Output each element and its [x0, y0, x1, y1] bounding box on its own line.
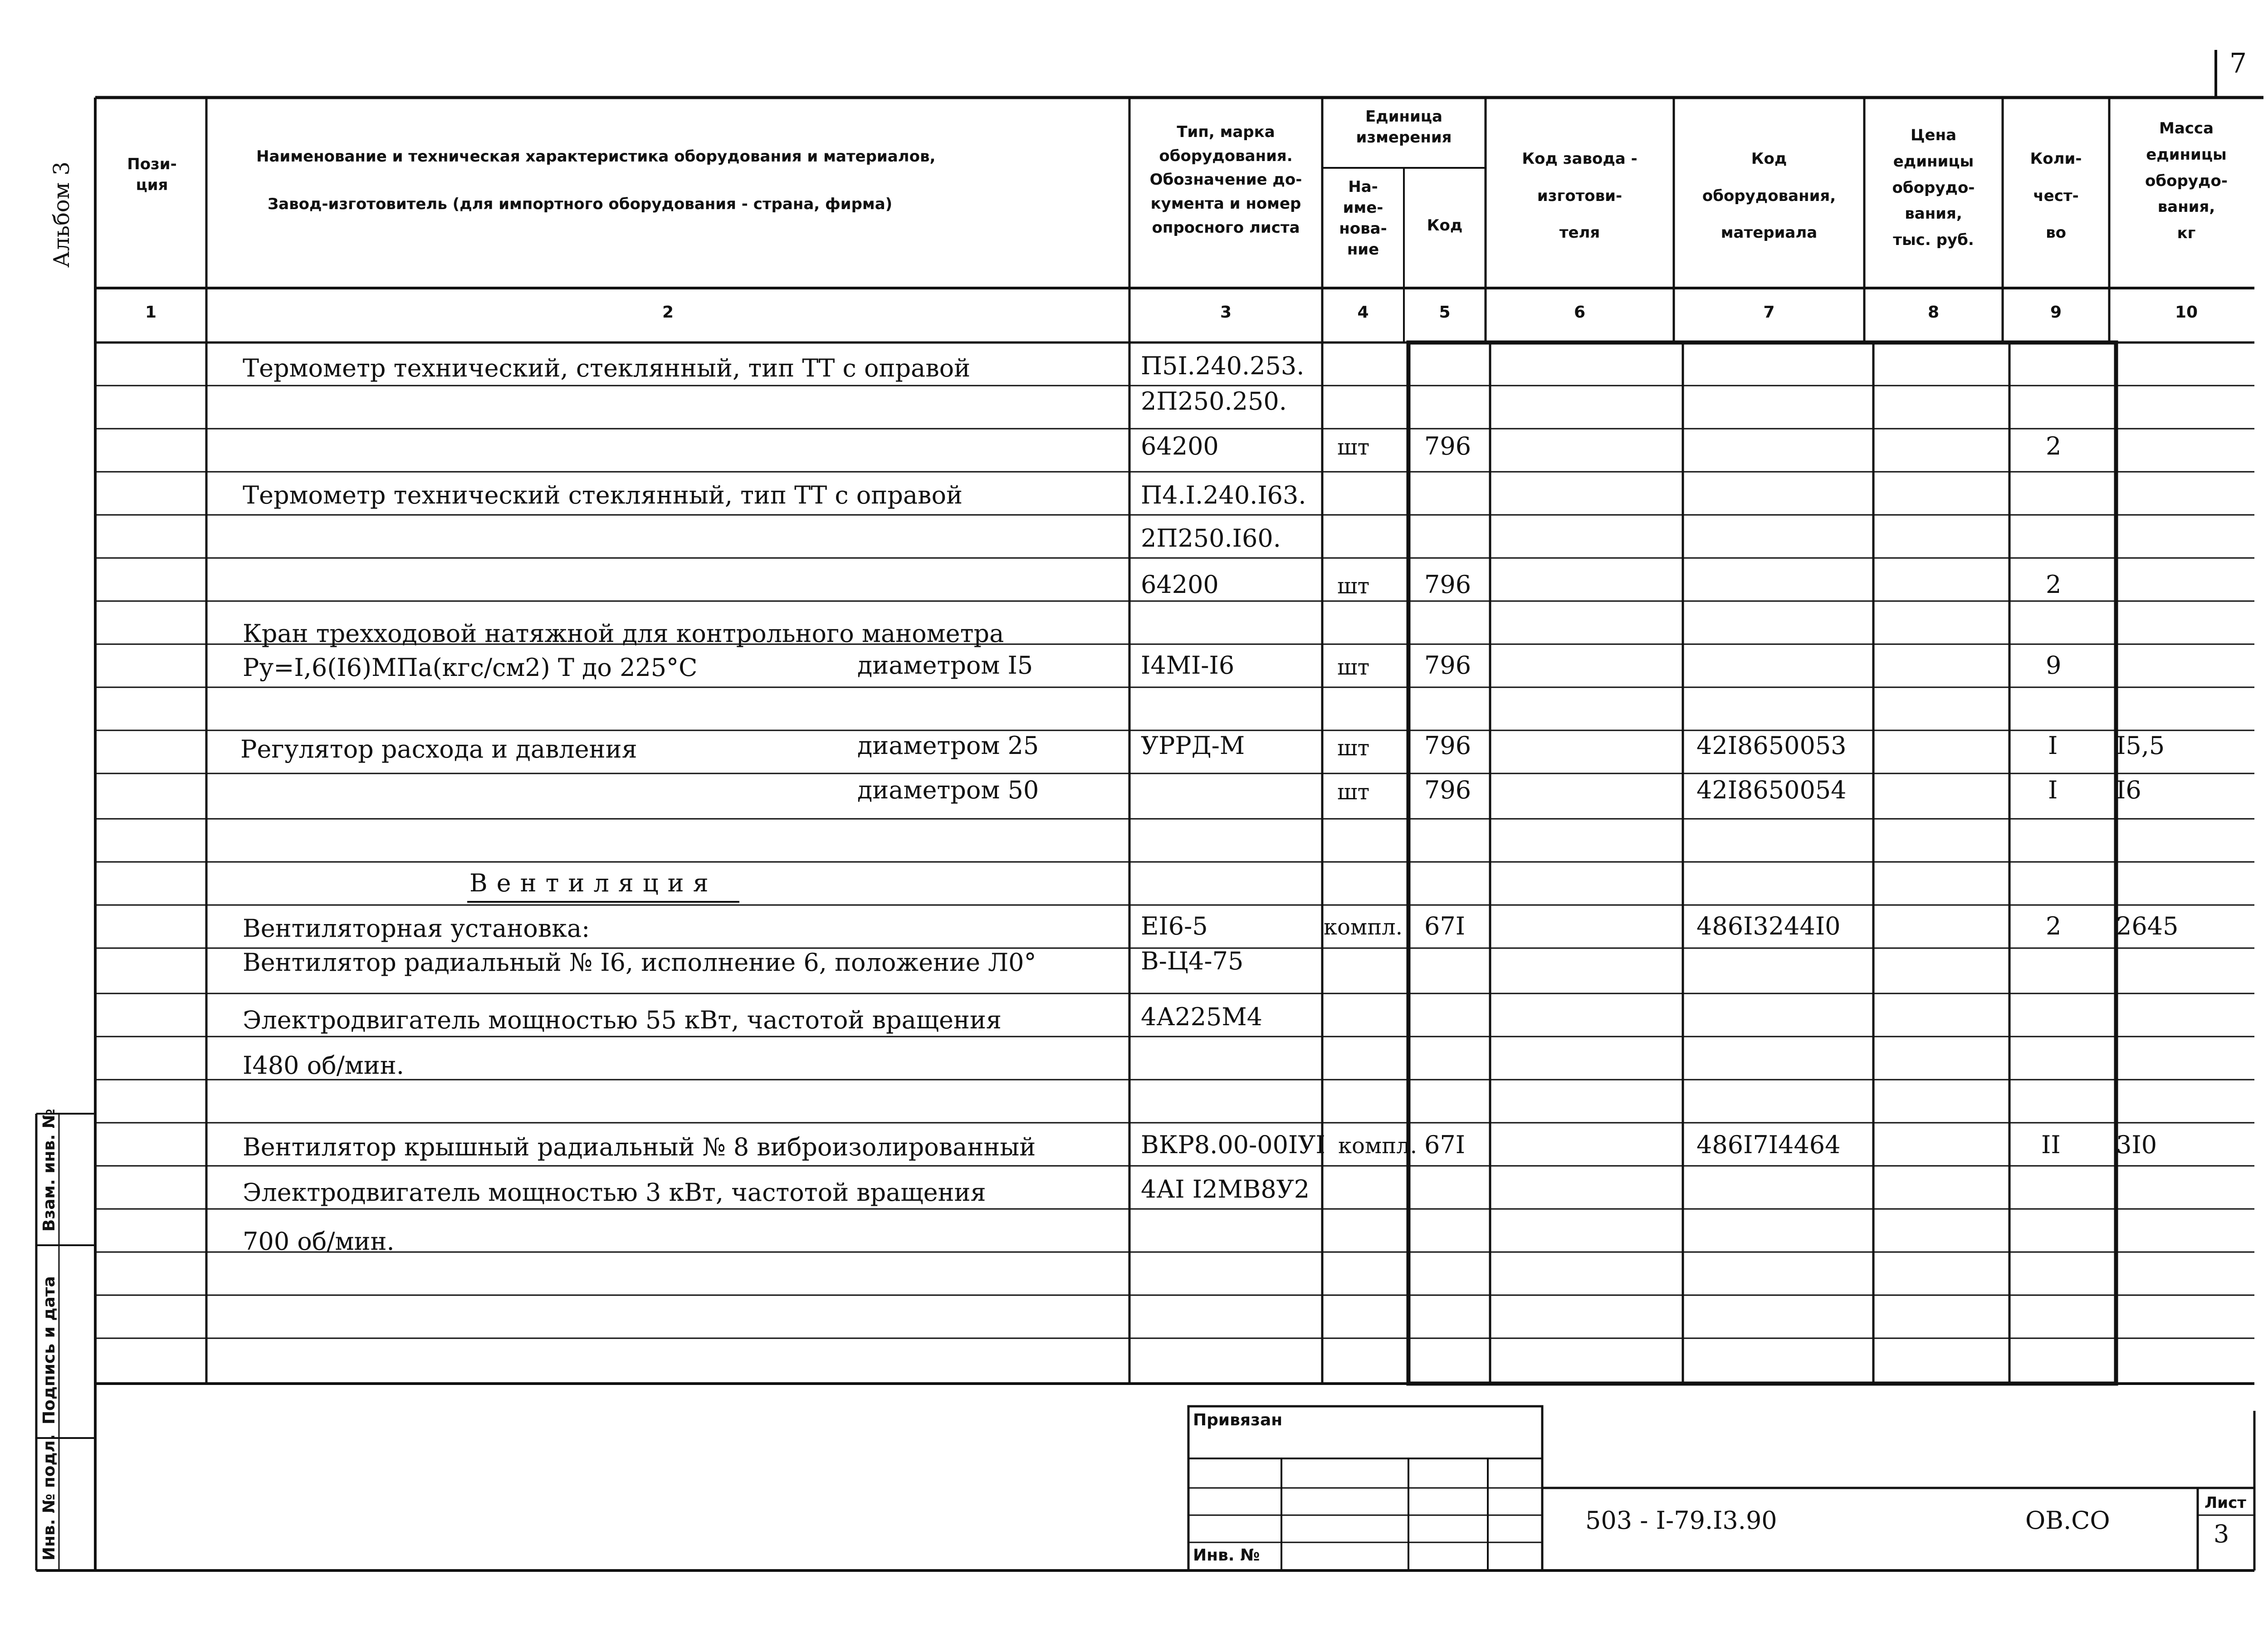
item-unit-code: 796 — [1424, 432, 1471, 460]
column-number: 8 — [1927, 303, 1940, 322]
item-type: 2П250.I60. — [1141, 524, 1281, 553]
item-name: Термометр технический, стеклянный, тип ТТ с оправой — [243, 354, 971, 382]
header-unit-name: На- име- нова- ние — [1339, 178, 1387, 259]
header-name-line2: Завод-изготовитель (для импортного оборудования - страна, фирма) — [268, 195, 893, 213]
column-number: 10 — [2175, 303, 2198, 322]
header-name-line1: Наименование и техническая характеристика оборудования и материалов, — [256, 147, 936, 166]
item-type: П4.I.240.I63. — [1141, 481, 1306, 509]
item-name: Кран трехходовой натяжной для контрольного манометра — [243, 619, 1004, 648]
stamp-inv-podl: Инв. № подл. — [40, 1434, 59, 1561]
item-mass: 3I0 — [2116, 1130, 2157, 1159]
item-unit-code: 67I — [1424, 1130, 1466, 1159]
column-number: 6 — [1574, 303, 1586, 322]
stamp-podpis-data: Подпись и дата — [40, 1276, 59, 1424]
item-mass: I6 — [2116, 776, 2141, 804]
sheet-number: 3 — [2214, 1520, 2229, 1548]
item-name: Термометр технический стеклянный, тип ТТ с оправой — [243, 481, 963, 509]
item-material-code: 486I7I4464 — [1696, 1130, 1841, 1159]
header-type: Тип, марка оборудования. Обозначение до- кумента и номер опросного листа — [1149, 123, 1302, 237]
item-type: ЕI6-5 — [1141, 912, 1208, 940]
item-type: ВКР8.00-00IУI — [1141, 1130, 1325, 1159]
item-unit-code: 796 — [1424, 651, 1471, 680]
item-unit: шт — [1337, 779, 1370, 805]
stamp-vzam-inv: Взам. инв. № — [40, 1109, 59, 1232]
item-name: Вентилятор радиальный № I6, исполнение 6, положение Л0° — [243, 948, 1036, 977]
album-label: Альбом 3 — [49, 161, 74, 268]
item-quantity: 9 — [2046, 651, 2062, 680]
item-unit: шт — [1337, 655, 1370, 680]
item-name: Вентилятор крышный радиальный № 8 виброизолированный — [243, 1133, 1036, 1161]
item-type: I4МI-I6 — [1141, 651, 1235, 680]
header-quantity: Коли- чест- во — [2030, 150, 2082, 242]
item-material-code: 486I3244I0 — [1696, 912, 1841, 940]
item-quantity: 2 — [2046, 912, 2062, 940]
title-privyazan: Привязан — [1193, 1411, 1283, 1429]
item-type: 4А225М4 — [1141, 1003, 1262, 1031]
column-number: 9 — [2050, 303, 2062, 322]
document-code: 503 - I-79.I3.90 — [1585, 1506, 1777, 1535]
column-number: 1 — [145, 303, 157, 322]
item-mass: 2645 — [2116, 912, 2179, 940]
item-type: 4АI I2МВ8У2 — [1141, 1175, 1310, 1203]
item-unit: шт — [1337, 735, 1370, 761]
column-number: 7 — [1763, 303, 1775, 322]
header-unit: Единица измерения — [1356, 108, 1452, 147]
header-mass: Масса единицы оборудо- вания, кг — [2145, 119, 2228, 243]
item-material-code: 42I8650053 — [1696, 731, 1847, 760]
item-material-code: 42I8650054 — [1696, 776, 1847, 804]
document-mark: ОВ.СО — [2025, 1506, 2110, 1535]
column-number: 4 — [1357, 303, 1369, 322]
item-name: 700 об/мин. — [243, 1227, 395, 1256]
item-mass: I5,5 — [2116, 731, 2165, 760]
item-name: Регулятор расхода и давления — [240, 735, 637, 763]
item-name: I480 об/мин. — [243, 1051, 404, 1080]
section-title: Вентиляция — [469, 869, 718, 897]
item-name: Вентиляторная установка: — [243, 914, 590, 943]
column-number: 2 — [662, 303, 674, 322]
item-unit: шт — [1337, 573, 1370, 599]
item-diameter: диаметром 50 — [857, 776, 1039, 804]
item-unit: компл. — [1324, 915, 1403, 940]
item-type: УРРД-М — [1141, 731, 1245, 760]
header-unit-code: Код — [1427, 216, 1463, 235]
item-name: Ру=I,6(I6)МПа(кгс/см2) Т до 225°С — [243, 653, 698, 682]
item-unit-code: 796 — [1424, 731, 1471, 760]
item-type: В-Ц4-75 — [1141, 947, 1244, 975]
title-inv-no: Инв. № — [1193, 1546, 1260, 1565]
item-quantity: 2 — [2046, 432, 2062, 460]
item-quantity: II — [2041, 1130, 2061, 1159]
item-type: П5I.240.253. — [1141, 352, 1305, 380]
item-type: 64200 — [1141, 432, 1219, 460]
header-material-code: Код оборудования, материала — [1702, 150, 1836, 242]
column-number: 5 — [1439, 303, 1451, 322]
header-price: Цена единицы оборудо- вания, тыс. руб. — [1892, 126, 1975, 250]
header-factory-code: Код завода - изготови- теля — [1522, 150, 1637, 242]
item-diameter: диаметром 25 — [857, 731, 1039, 760]
item-quantity: 2 — [2046, 570, 2062, 599]
item-unit: шт — [1337, 435, 1370, 460]
item-quantity: I — [2048, 731, 2058, 760]
sheet-label: Лист — [2204, 1494, 2246, 1512]
column-number: 3 — [1220, 303, 1232, 322]
item-type: 64200 — [1141, 570, 1219, 599]
item-unit-code: 796 — [1424, 570, 1471, 599]
item-type: 2П250.250. — [1141, 387, 1287, 416]
item-unit-code: 796 — [1424, 776, 1471, 804]
item-name: Электродвигатель мощностью 3 кВт, частотой вращения — [243, 1178, 986, 1207]
page-number: 7 — [2229, 48, 2247, 79]
item-unit: компл. — [1338, 1133, 1417, 1159]
item-diameter: диаметром I5 — [857, 651, 1033, 680]
item-quantity: I — [2048, 776, 2058, 804]
item-name: Электродвигатель мощностью 55 кВт, частотой вращения — [243, 1006, 1002, 1034]
item-unit-code: 67I — [1424, 912, 1466, 940]
header-position: Пози- ция — [127, 155, 177, 194]
